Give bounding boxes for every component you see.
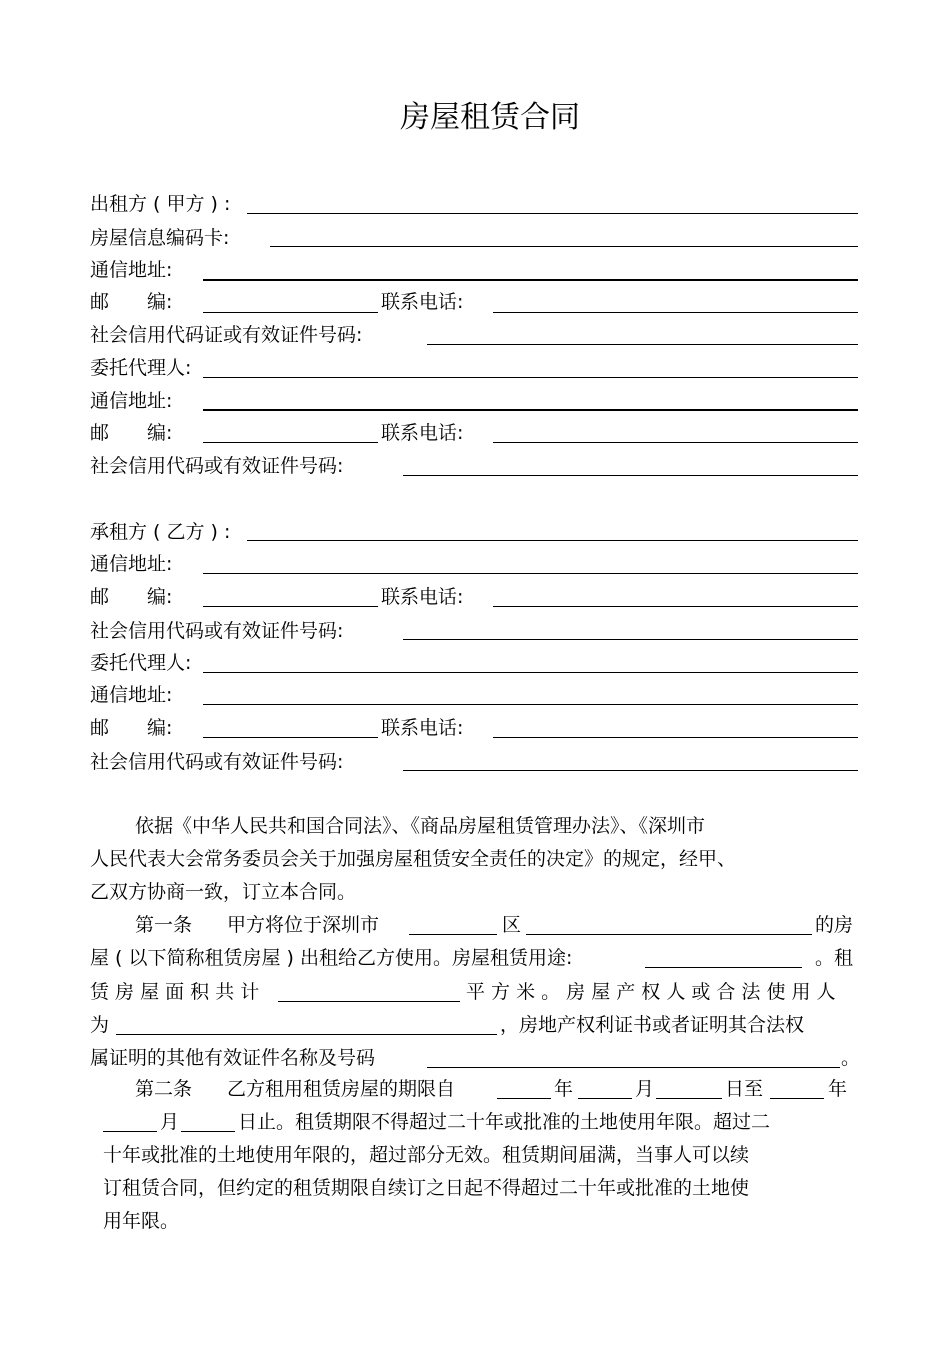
article1-area-text: 赁 房 屋 面 积 共 计 bbox=[90, 981, 260, 1003]
page-title: 房屋租赁合同 bbox=[400, 100, 580, 135]
article2-line-3: 十年或批准的土地使用年限的，超过部分无效。租赁期间届满，当事人可以续 bbox=[103, 1144, 750, 1166]
house-location-field[interactable] bbox=[526, 934, 812, 935]
article1-text-1: 甲方将位于深圳市 bbox=[227, 914, 380, 936]
article2-text-1: 乙方租用租赁房屋的期限自 bbox=[227, 1078, 456, 1100]
article2-line-4: 订租赁合同，但约定的租赁期限自续订之日起不得超过二十年或批准的土地使 bbox=[103, 1177, 750, 1199]
lessor-agent-postcode-label: 邮 编: bbox=[90, 422, 173, 444]
lessee-phone-label: 联系电话: bbox=[381, 586, 464, 608]
lessee-credit-code-field[interactable] bbox=[403, 639, 858, 640]
article1-heading: 第一条 bbox=[135, 914, 193, 936]
article2-day-end-text: 日止。租赁期限不得超过二十年或批准的土地使用年限。超过二 bbox=[238, 1111, 771, 1133]
lessor-credit-code-label: 社会信用代码证或有效证件号码: bbox=[90, 324, 363, 346]
start-year-field[interactable] bbox=[497, 1098, 551, 1099]
lessee-agent-credit-code-label: 社会信用代码或有效证件号码: bbox=[90, 751, 344, 773]
lessor-field[interactable] bbox=[247, 213, 858, 214]
article2-year: 年 bbox=[554, 1078, 574, 1100]
lessee-agent-postcode-field[interactable] bbox=[203, 737, 378, 738]
end-month-field[interactable] bbox=[103, 1131, 157, 1132]
lessor-label: 出租方 ( 甲方 ) : bbox=[90, 193, 231, 215]
start-day-field[interactable] bbox=[656, 1098, 722, 1099]
district-field[interactable] bbox=[409, 934, 497, 935]
lessor-agent-field[interactable] bbox=[203, 377, 858, 378]
article1-line-5: 属证明的其他有效证件名称及号码 bbox=[90, 1047, 376, 1069]
end-year-field[interactable] bbox=[770, 1098, 824, 1099]
lessor-agent-postcode-field[interactable] bbox=[203, 442, 378, 443]
rental-purpose-field[interactable] bbox=[645, 967, 802, 968]
article2-line-5: 用年限。 bbox=[103, 1210, 180, 1232]
lessee-agent-phone-field[interactable] bbox=[493, 737, 858, 738]
article2-year-2: 年 bbox=[828, 1078, 848, 1100]
lessor-postcode-field[interactable] bbox=[203, 312, 378, 313]
lessor-phone-label: 联系电话: bbox=[381, 291, 464, 313]
preamble-line-3: 乙双方协商一致，订立本合同。 bbox=[90, 881, 357, 903]
lessor-agent-credit-code-label: 社会信用代码或有效证件号码: bbox=[90, 455, 344, 477]
lessee-agent-phone-label: 联系电话: bbox=[381, 717, 464, 739]
lessor-agent-label: 委托代理人: bbox=[90, 357, 192, 379]
lessee-label: 承租方 ( 乙方 ) : bbox=[90, 521, 231, 543]
lessor-credit-code-field[interactable] bbox=[427, 344, 858, 345]
house-code-label: 房屋信息编码卡: bbox=[90, 227, 230, 249]
article2-heading: 第二条 bbox=[135, 1078, 193, 1100]
lessor-postcode-label: 邮 编: bbox=[90, 291, 173, 313]
article1-line-2: 屋 ( 以下简称租赁房屋 ) 出租给乙方使用。房屋租赁用途: bbox=[90, 947, 573, 969]
lessor-agent-address-field[interactable] bbox=[203, 409, 858, 411]
lessee-agent-postcode-label: 邮 编: bbox=[90, 717, 173, 739]
lessor-agent-phone-field[interactable] bbox=[493, 442, 858, 443]
article1-area-unit: 平 方 米 。 房 屋 产 权 人 或 合 法 使 用 人 bbox=[466, 981, 836, 1003]
lessee-field[interactable] bbox=[247, 540, 858, 541]
end-day-field[interactable] bbox=[181, 1131, 235, 1132]
article1-line-4-end: ，房地产权利证书或者证明其合法权 bbox=[500, 1014, 805, 1036]
lessor-agent-address-label: 通信地址: bbox=[90, 390, 173, 412]
article1-district: 区 bbox=[502, 914, 522, 936]
lessee-address-label: 通信地址: bbox=[90, 553, 173, 575]
start-month-field[interactable] bbox=[578, 1098, 632, 1099]
owner-field[interactable] bbox=[116, 1034, 497, 1035]
lessor-phone-field[interactable] bbox=[493, 312, 858, 313]
lessor-address-label: 通信地址: bbox=[90, 259, 173, 281]
lessee-agent-field[interactable] bbox=[203, 672, 858, 673]
preamble-line-1: 依据《中华人民共和国合同法》、《商品房屋租赁管理办法》、《深圳市 bbox=[135, 815, 706, 837]
house-code-field[interactable] bbox=[270, 246, 858, 247]
certificate-field[interactable] bbox=[427, 1067, 840, 1068]
lessee-agent-credit-code-field[interactable] bbox=[403, 770, 858, 771]
article1-line-4-start: 为 bbox=[90, 1014, 110, 1036]
preamble-line-2: 人民代表大会常务委员会关于加强房屋租赁安全责任的决定》的规定，经甲、 bbox=[90, 848, 737, 870]
lessee-postcode-field[interactable] bbox=[203, 606, 378, 607]
article1-of-house: 的房 bbox=[815, 914, 854, 936]
lessee-agent-address-field[interactable] bbox=[203, 704, 858, 705]
lessee-agent-address-label: 通信地址: bbox=[90, 684, 173, 706]
lessee-credit-code-label: 社会信用代码或有效证件号码: bbox=[90, 620, 344, 642]
lessee-postcode-label: 邮 编: bbox=[90, 586, 173, 608]
article2-month-2: 月 bbox=[160, 1111, 180, 1133]
article2-day-to: 日至 bbox=[725, 1078, 764, 1100]
lessee-phone-field[interactable] bbox=[493, 606, 858, 607]
lessee-agent-label: 委托代理人: bbox=[90, 652, 192, 674]
lessor-agent-phone-label: 联系电话: bbox=[381, 422, 464, 444]
area-field[interactable] bbox=[278, 1001, 460, 1002]
article1-end-mark: 。 bbox=[841, 1047, 861, 1069]
article2-month: 月 bbox=[635, 1078, 655, 1100]
lessor-address-field[interactable] bbox=[203, 279, 858, 281]
article1-end-1: 。租 bbox=[815, 947, 854, 969]
lessee-address-field[interactable] bbox=[203, 573, 858, 574]
lessor-agent-credit-code-field[interactable] bbox=[403, 475, 858, 476]
